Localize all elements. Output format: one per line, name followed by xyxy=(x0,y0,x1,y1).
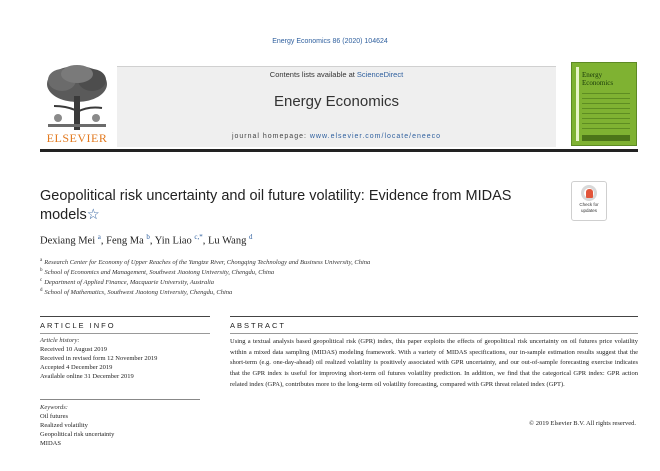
abstract-top-rule xyxy=(230,316,638,317)
abstract-text: Using a textual analysis based geopolitical risk (GPR) index, this paper exploits the effects of geopolitical risk uncertainty on oil futures price volatility within a mixed data sampling (MIDAS) modeling framework. With a variety of MIDAS specifications, our in-sample estimation results suggest that the short-term (e.g. one-day-ahead) oil realized volatility is positively associated with GPR uncertainty, and our out-of-sample forecasting exercise indicates that the GPR index is useful for improving short-term oil futures volatility prediction. In addition, we find that the categorical GPR index: GPR action related index (GPA), contributes more to the long-term oil volatility forecasting, compared with GPR threat related index (GPT). xyxy=(230,338,638,388)
cover-footer xyxy=(582,135,630,141)
article-info-bottom-rule xyxy=(40,333,210,334)
journal-cover[interactable] xyxy=(571,62,637,146)
history-entry: Available online 31 December 2019 xyxy=(40,373,134,380)
header-rule xyxy=(40,149,638,152)
author-name[interactable]: Feng Ma xyxy=(106,235,144,247)
history-label: Article history: xyxy=(40,337,80,344)
history-entry: Received in revised form 12 November 2019 xyxy=(40,355,158,362)
author-affil-mark[interactable]: b xyxy=(146,233,150,241)
affiliation xyxy=(40,256,520,266)
check-updates-label: Check for updates xyxy=(579,202,599,213)
journal-header xyxy=(117,66,556,147)
affiliation-text: Research Center for Economy of Upper Reaches of the Yangtze River, Chongqing Technology and Business University, China xyxy=(44,259,371,267)
author-name[interactable]: Yin Liao xyxy=(154,235,192,247)
abstract-bottom-rule xyxy=(230,333,638,334)
author-affil-mark[interactable]: d xyxy=(248,233,253,241)
affiliation-text: School of Economics and Management, Southwest Jiaotong University, Chengdu, China xyxy=(44,269,275,277)
history-entry: Received 10 August 2019 xyxy=(40,346,107,353)
homepage-link[interactable]: www.elsevier.com/locate/eneeco xyxy=(309,133,442,140)
cover-stripe xyxy=(576,67,579,141)
author-name[interactable]: Dexiang Mei xyxy=(40,235,96,247)
keyword: Geopolitical risk uncertainty xyxy=(40,431,115,438)
journal-citation[interactable]: Energy Economics 86 (2020) 104624 xyxy=(272,38,388,45)
affiliation-mark: a xyxy=(40,258,43,263)
journal-homepage xyxy=(117,133,556,140)
copyright-notice: © 2019 Elsevier B.V. All rights reserved. xyxy=(529,420,636,427)
article-history xyxy=(40,336,210,381)
author-name[interactable]: Lu Wang xyxy=(208,235,247,247)
contents-prefix: Contents lists available at xyxy=(269,70,357,79)
journal-title[interactable]: Energy Economics xyxy=(273,93,400,110)
elsevier-tree-icon xyxy=(40,62,114,132)
keyword: Realized volatility xyxy=(40,422,88,429)
affiliation xyxy=(40,286,520,296)
abstract-heading: ABSTRACT xyxy=(230,321,287,330)
author-list: Dexiang Mei $^a$, Feng Ma $^b$, Yin Liao $^{c,*}$, Lu Wang $^d$ xyxy=(40,233,253,247)
affiliation-text: School of Mathematics, Southwest Jiaotong University, Chengdu, China xyxy=(44,289,233,297)
affiliation-text: Department of Applied Finance, Macquarie University, Australia xyxy=(44,279,215,287)
article-title xyxy=(40,187,540,225)
check-for-updates-button[interactable] xyxy=(571,181,607,221)
contents-line xyxy=(117,70,556,79)
title-footnote-star[interactable]: ☆ xyxy=(86,207,100,223)
affiliation xyxy=(40,276,520,286)
article-title-text: Geopolitical risk uncertainty and oil future volatility: Evidence from MIDAS models xyxy=(40,188,512,223)
keywords xyxy=(40,403,210,448)
author-affil-mark[interactable]: a xyxy=(97,233,101,241)
cover-text-lines xyxy=(582,93,630,133)
article-info-heading: ARTICLE INFO xyxy=(40,321,116,330)
history-entry: Accepted 4 December 2019 xyxy=(40,364,113,371)
author-affil-mark[interactable]: c,* xyxy=(194,233,203,241)
affiliation-mark: d xyxy=(40,288,43,293)
affiliation-list xyxy=(40,256,520,296)
check-updates-icon xyxy=(581,185,597,201)
affiliation xyxy=(40,266,520,276)
cover-title: Energy Economics xyxy=(582,71,614,87)
keyword: Oil futures xyxy=(40,413,68,420)
keywords-rule xyxy=(40,399,200,400)
keyword: MIDAS xyxy=(40,440,61,447)
affiliation-mark: c xyxy=(40,278,43,283)
sciencedirect-link[interactable]: ScienceDirect xyxy=(356,70,404,79)
article-info-top-rule xyxy=(40,316,210,317)
keywords-label: Keywords: xyxy=(40,404,68,411)
elsevier-wordmark: ELSEVIER xyxy=(46,131,108,145)
affiliation-mark: b xyxy=(40,268,43,273)
homepage-prefix: journal homepage: xyxy=(231,133,310,140)
